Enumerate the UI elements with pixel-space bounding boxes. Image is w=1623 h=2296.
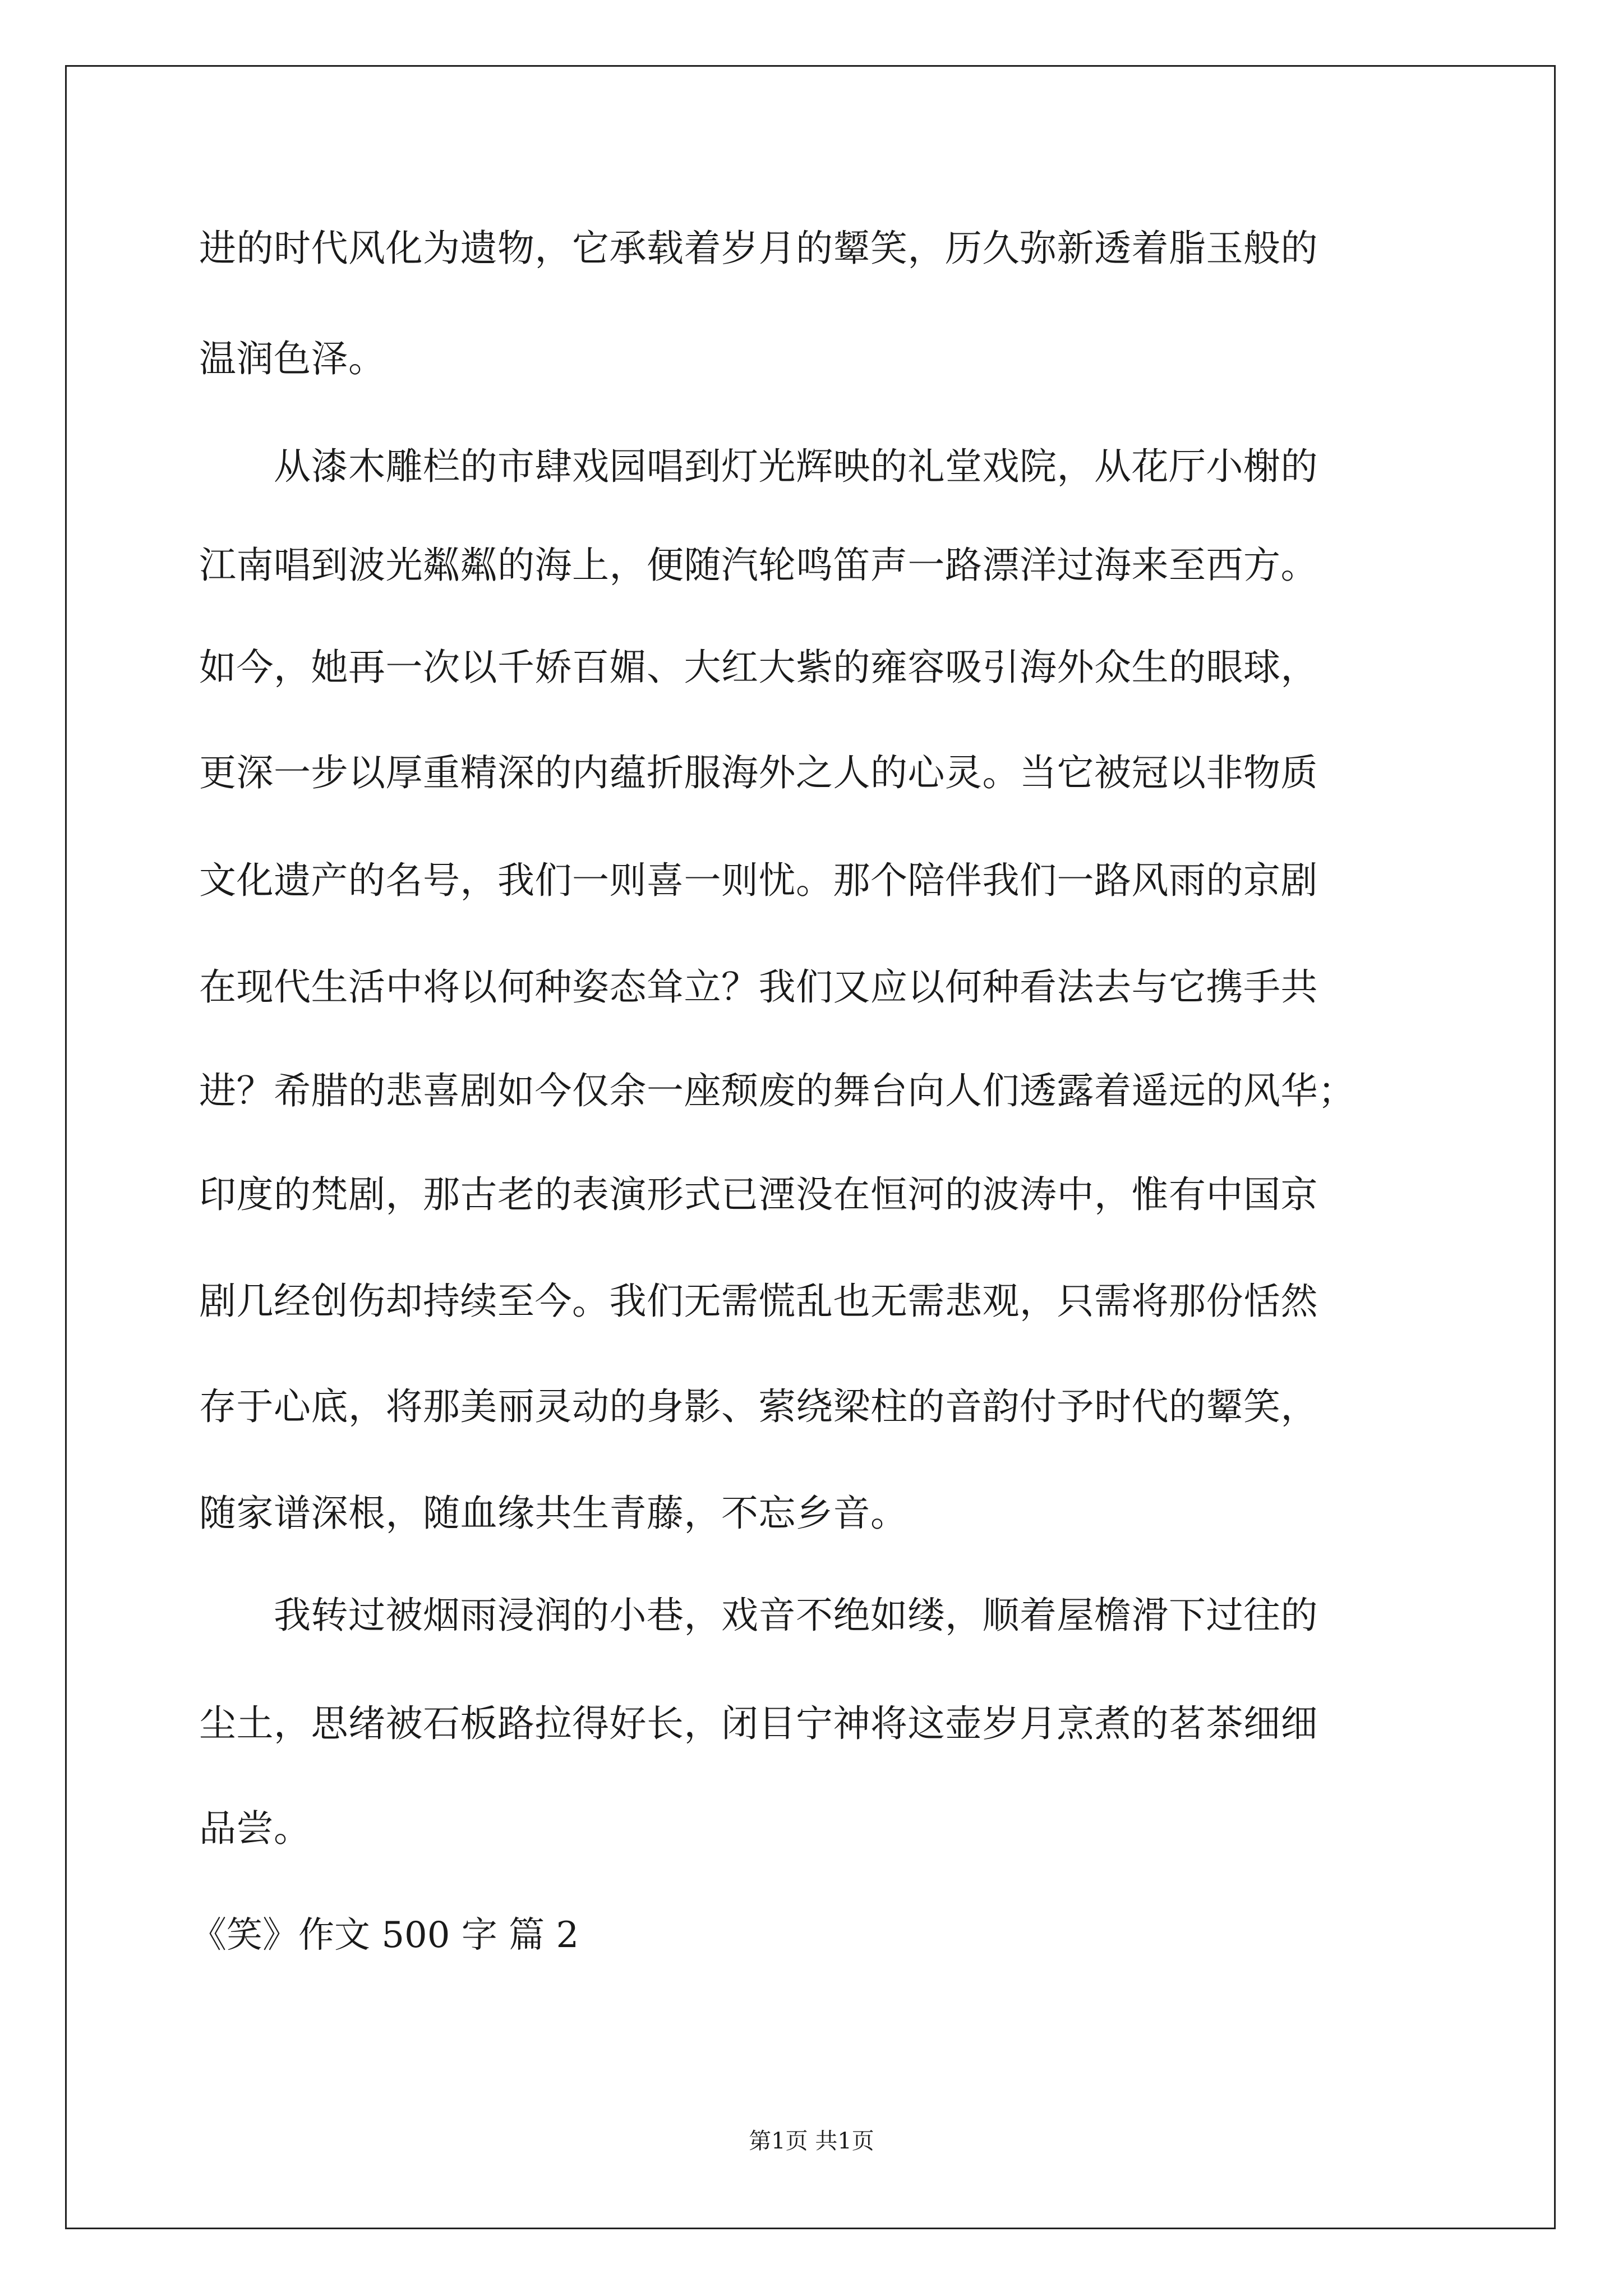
section-heading: 《笑》作文 500 字 篇 2 [191,1915,579,1956]
body-text-line: 剧几经创伤却持续至今。我们无需慌乱也无需悲观，只需将那份恬然 [199,1280,1318,1323]
body-text-line: 品尝。 [199,1807,311,1850]
body-text-line: 存于心底，将那美丽灵动的身影、萦绕梁柱的音韵付予时代的颦笑， [199,1385,1318,1428]
body-text-line: 如今，她再一次以千娇百媚、大红大紫的雍容吸引海外众生的眼球， [199,646,1318,689]
body-text-line: 江南唱到波光粼粼的海上，便随汽轮鸣笛声一路漂洋过海来至西方。 [199,544,1318,587]
body-text-line: 随家谱深根，随血缘共生青藤，不忘乡音。 [199,1492,908,1535]
body-text-line: 进？希腊的悲喜剧如今仅余一座颓废的舞台向人们透露着遥远的风华； [199,1069,1355,1112]
body-text-line: 从漆木雕栏的市肆戏园唱到灯光辉映的礼堂戏院，从花厅小榭的 [199,445,1318,488]
body-text-line: 文化遗产的名号，我们一则喜一则忧。那个陪伴我们一路风雨的京剧 [199,859,1318,902]
page-border [65,65,1556,2229]
body-text-line: 我转过被烟雨浸润的小巷，戏音不绝如缕，顺着屋檐滑下过往的 [199,1594,1318,1637]
page-footer: 第1页 共1页 [749,2128,874,2154]
body-text-line: 尘土，思绪被石板路拉得好长，闭目宁神将这壶岁月烹煮的茗茶细细 [199,1702,1318,1745]
body-text-line: 温润色泽。 [199,337,386,380]
body-text-line: 进的时代风化为遗物，它承载着岁月的颦笑，历久弥新透着脂玉般的 [199,227,1318,270]
body-text-line: 更深一步以厚重精深的内蕴折服海外之人的心灵。当它被冠以非物质 [199,751,1318,794]
body-text-line: 在现代生活中将以何种姿态耸立？我们又应以何种看法去与它携手共 [199,965,1318,1009]
body-text-line: 印度的梵剧，那古老的表演形式已湮没在恒河的波涛中，惟有中国京 [199,1173,1318,1216]
